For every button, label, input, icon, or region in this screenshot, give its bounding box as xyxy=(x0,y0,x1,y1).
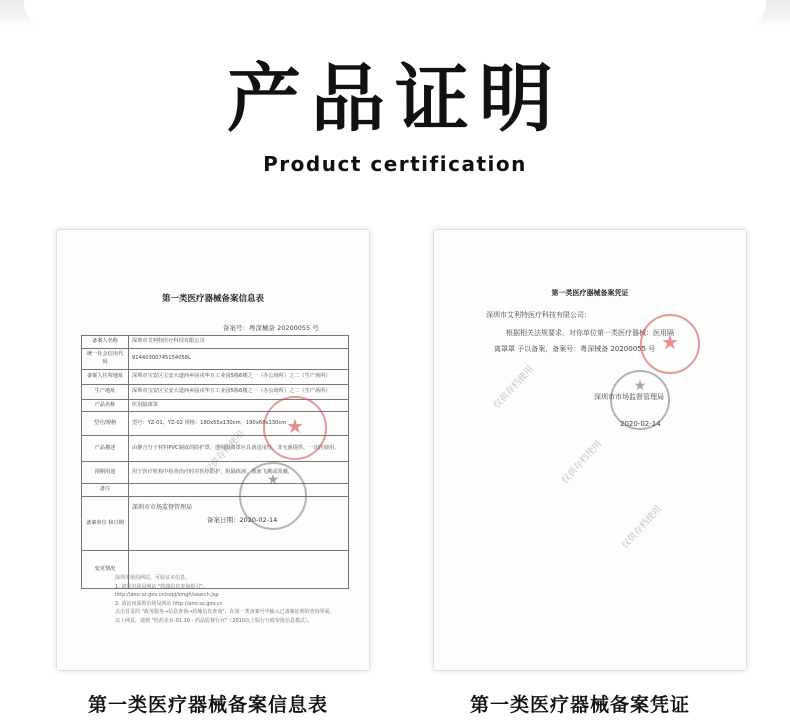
archive-watermark: 仅供存档使用 xyxy=(492,364,536,411)
page-subtitle: Product certification xyxy=(263,152,527,176)
row-label: 备案人住所地址 xyxy=(82,369,129,384)
table-row xyxy=(82,384,349,399)
company-red-seal xyxy=(640,314,700,374)
archive-watermark: 仅供存档使用 xyxy=(560,439,604,486)
filing-info-sheet-title: 第一类医疗器械备案信息表 xyxy=(161,294,264,304)
seal-star-icon: ★ xyxy=(633,378,647,394)
archive-watermark: 仅供存档使用 xyxy=(203,429,247,476)
footer-line: 以上网页，请到 "医药企业-01.10 - 药品监督行官"（2010以上版行行政审批信息模式）。 xyxy=(115,617,313,624)
row-value: 深圳市宝安区宝安大道西乡固戍华万工业园5栋6楼之一（办公场所）之二（生产场所） xyxy=(129,369,349,384)
filing-certificate-caption: 第一类医疗器械备案凭证 xyxy=(470,694,691,716)
row-label: 产品描述 xyxy=(82,436,129,462)
row-value: 深圳市艾利特医疗科技有限公司 xyxy=(129,336,349,349)
row-label: 统一社会信用代码 xyxy=(82,349,129,370)
filing-certificate-image xyxy=(434,230,746,670)
issue-date: 2020-02-14 xyxy=(620,420,661,428)
row-value: 医用隔离罩 xyxy=(129,399,349,412)
table-row xyxy=(82,336,349,349)
table-row xyxy=(82,349,349,370)
row-label: 型号/规格 xyxy=(82,412,129,436)
footer-line: 2. 请访问深圳市场局网站 http://amr.sz.gov.cn xyxy=(115,600,223,607)
row-value: 91440300745154058L xyxy=(129,349,349,370)
top-panel-curve xyxy=(24,0,766,30)
filing-info-sheet-image xyxy=(57,230,369,670)
archive-watermark: 仅供存档使用 xyxy=(620,504,664,551)
filing-record-number: 备案号：粤深械备 20200055 号 xyxy=(223,324,319,332)
regulator-seal xyxy=(610,370,670,430)
row-label: 预期用途 xyxy=(82,462,129,484)
row-label: 备案单位 和日期 xyxy=(82,497,129,551)
page-title: 产品证明 xyxy=(227,56,563,142)
verification-footer xyxy=(115,574,335,626)
table-row xyxy=(82,484,349,497)
row-value: 用于医疗机构中检查治疗时对医疗防护，阻隔体液、血液飞溅或泼溅。 xyxy=(129,462,349,484)
row-label: 备注 xyxy=(82,484,129,497)
seal-star-icon: ★ xyxy=(266,472,280,488)
certificate-body-line: 根据相关法规要求，对你单位第一类医疗器械：医用隔 xyxy=(506,329,674,337)
footer-line: http://amr.sz.gov.cn/szpj/smgh/search.jsp xyxy=(115,592,219,599)
seal-star-icon: ★ xyxy=(661,330,679,354)
footer-line: 1. 请见市场局网站 "终端信息查询指引"。 xyxy=(115,583,208,590)
filing-certificate-title: 第一类医疗器械备案凭证 xyxy=(551,289,629,297)
row-value: 由聚合分子材料PVC制成的防护罩，透明隔离罩应具备适用性，非无菌提供，一次性使用。 xyxy=(129,436,349,462)
filing-date: 备案日期：2020-02-14 xyxy=(207,516,278,524)
row-label: 备案人名称 xyxy=(82,336,129,349)
row-value: 型号：YZ-01、YZ-02 规格：180x55x130cm、190x68x130cm xyxy=(129,412,349,436)
row-label: 变更情况 xyxy=(82,551,129,589)
company-red-seal xyxy=(263,396,327,460)
row-label: 产品名称 xyxy=(82,399,129,412)
seal-star-icon: ★ xyxy=(286,414,304,438)
row-value: 深圳市市场监督管理局 xyxy=(129,497,349,551)
regulator-seal xyxy=(239,462,307,530)
table-row xyxy=(82,369,349,384)
footer-line: 点击首页的 "政务服务→信息查询→药械信息查询"，在第一类备案号中输入已备案证明的查询界面。 xyxy=(115,609,335,616)
row-value: 深圳市宝安区宝安大道西乡固戍华万工业园5栋6楼之一（办公场所）之二（生产场所） xyxy=(129,384,349,399)
certificate-addressee: 深圳市艾利特医疗科技有限公司： xyxy=(486,311,591,319)
issuing-authority: 深圳市市场监督管理局 xyxy=(594,393,664,401)
footer-line: 深圳市场局网站，可验证本信息。 xyxy=(115,575,191,581)
certificate-body-line: 离罩罩 予以备案，备案号：粤深械备 20200055 号 xyxy=(494,345,656,353)
filing-info-sheet-caption: 第一类医疗器械备案信息表 xyxy=(88,694,329,716)
row-label: 生产地址 xyxy=(82,384,129,399)
